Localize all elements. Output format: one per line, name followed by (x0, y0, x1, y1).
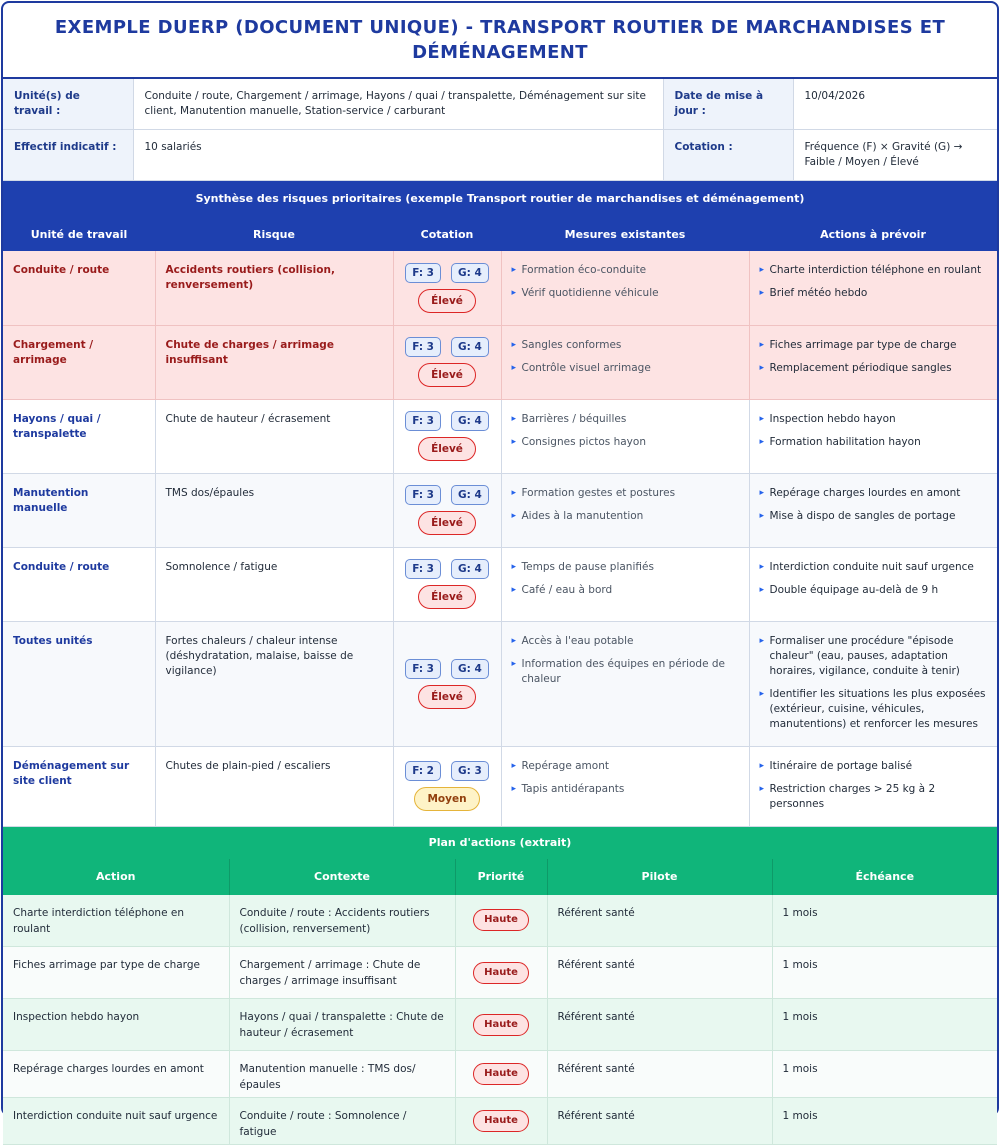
priority-badge: Haute (473, 909, 529, 931)
plan-row (3, 947, 997, 999)
frequency-badge: F: 3 (405, 559, 441, 579)
action-item: ▸ Formaliser une procédure "épisode chaleur" (eau, pauses, adaptation horaires, vigilance, conduite à tenir) (760, 634, 988, 679)
priority-badge: Haute (473, 962, 529, 984)
action-item: ▸ Interdiction conduite nuit sauf urgence (760, 560, 988, 575)
measure-item: ▸ Sangles conformes (512, 338, 739, 353)
risk-label: Accidents routiers (collision, renversement) (155, 251, 393, 325)
plan-row (3, 1098, 997, 1145)
plan-due: 1 mois (772, 1098, 997, 1145)
risk-level-badge: Élevé (418, 363, 476, 387)
gravity-badge: G: 4 (451, 485, 489, 505)
action-item: ▸ Remplacement périodique sangles (760, 361, 988, 376)
gravity-badge: G: 4 (451, 411, 489, 431)
date-label: Date de mise à jour : (663, 79, 793, 130)
plan-priority-cell (455, 1051, 547, 1098)
risk-actions (749, 621, 997, 746)
measure-item: ▸ Temps de pause planifiés (512, 560, 739, 575)
plan-header-action: Action (3, 859, 229, 895)
plan-priority-cell (455, 895, 547, 947)
measure-item: ▸ Barrières / béquilles (512, 412, 739, 427)
measure-item: ▸ Information des équipes en période de chaleur (512, 657, 739, 687)
action-plan-table (3, 859, 997, 1145)
risk-actions (749, 547, 997, 621)
risk-row (3, 746, 997, 826)
measure-item: ▸ Consignes pictos hayon (512, 435, 739, 450)
units-value: Conduite / route, Chargement / arrimage, Hayons / quai / transpalette, Déménagement sur site client, Manutention manuelle, Station-service / carburant (133, 79, 663, 130)
priority-badge: Haute (473, 1110, 529, 1132)
risks-header-measures: Mesures existantes (501, 217, 749, 251)
risk-actions (749, 746, 997, 826)
plan-action: Repérage charges lourdes en amont (3, 1051, 229, 1098)
risk-measures (501, 325, 749, 399)
risk-level-badge: Élevé (418, 685, 476, 709)
risk-unit: Chargement / arrimage (3, 325, 155, 399)
plan-context: Hayons / quai / transpalette : Chute de hauteur / écrasement (229, 999, 455, 1051)
plan-header-priority: Priorité (455, 859, 547, 895)
gravity-badge: G: 4 (451, 263, 489, 283)
frequency-badge: F: 3 (405, 485, 441, 505)
risk-unit: Manutention manuelle (3, 473, 155, 547)
gravity-badge: G: 4 (451, 659, 489, 679)
plan-priority-cell (455, 999, 547, 1051)
plan-due: 1 mois (772, 1051, 997, 1098)
plan-due: 1 mois (772, 999, 997, 1051)
measure-item: ▸ Vérif quotidienne véhicule (512, 286, 739, 301)
plan-context: Manutention manuelle : TMS dos/épaules (229, 1051, 455, 1098)
plan-action: Interdiction conduite nuit sauf urgence (3, 1098, 229, 1145)
risk-cotation (393, 621, 501, 746)
plan-context: Conduite / route : Accidents routiers (collision, renversement) (229, 895, 455, 947)
plan-pilot: Référent santé (547, 895, 772, 947)
action-item: ▸ Charte interdiction téléphone en roulant (760, 263, 988, 278)
risk-actions (749, 399, 997, 473)
risk-unit: Toutes unités (3, 621, 155, 746)
risk-unit: Déménagement sur site client (3, 746, 155, 826)
risk-actions (749, 325, 997, 399)
plan-action: Charte interdiction téléphone en roulant (3, 895, 229, 947)
action-item: ▸ Brief météo hebdo (760, 286, 988, 301)
measure-item: ▸ Contrôle visuel arrimage (512, 361, 739, 376)
risk-label: Chute de charges / arrimage insuffisant (155, 325, 393, 399)
plan-pilot: Référent santé (547, 947, 772, 999)
measure-item: ▸ Formation éco-conduite (512, 263, 739, 278)
measure-item: ▸ Repérage amont (512, 759, 739, 774)
risks-header-cotation: Cotation (393, 217, 501, 251)
plan-pilot: Référent santé (547, 999, 772, 1051)
plan-row (3, 999, 997, 1051)
action-item: ▸ Inspection hebdo hayon (760, 412, 988, 427)
risk-label: TMS dos/épaules (155, 473, 393, 547)
risk-actions (749, 251, 997, 325)
risk-row (3, 473, 997, 547)
date-value: 10/04/2026 (793, 79, 997, 130)
plan-row (3, 895, 997, 947)
risk-measures (501, 621, 749, 746)
risk-cotation (393, 399, 501, 473)
risk-actions (749, 473, 997, 547)
plan-header-row (3, 859, 997, 895)
effectif-label: Effectif indicatif : (3, 130, 133, 181)
frequency-badge: F: 2 (405, 761, 441, 781)
action-item: ▸ Identifier les situations les plus exposées (extérieur, cuisine, véhicules, manutentions) et renforcer les mesures (760, 687, 988, 732)
risk-cotation (393, 325, 501, 399)
plan-pilot: Référent santé (547, 1098, 772, 1145)
risks-header-unit: Unité de travail (3, 217, 155, 251)
cotation-value: Fréquence (F) × Gravité (G) → Faible / Moyen / Élevé (793, 130, 997, 181)
plan-priority-cell (455, 947, 547, 999)
risk-level-badge: Élevé (418, 289, 476, 313)
action-item: ▸ Repérage charges lourdes en amont (760, 486, 988, 501)
duerp-document (1, 1, 999, 1116)
risk-row (3, 399, 997, 473)
risk-measures (501, 251, 749, 325)
risk-cotation (393, 251, 501, 325)
plan-due: 1 mois (772, 947, 997, 999)
risk-row (3, 251, 997, 325)
plan-pilot: Référent santé (547, 1051, 772, 1098)
risks-header-actions: Actions à prévoir (749, 217, 997, 251)
action-item: ▸ Itinéraire de portage balisé (760, 759, 988, 774)
plan-header-pilot: Pilote (547, 859, 772, 895)
units-label: Unité(s) de travail : (3, 79, 133, 130)
effectif-value: 10 salariés (133, 130, 663, 181)
plan-row (3, 1051, 997, 1098)
measure-item: ▸ Café / eau à bord (512, 583, 739, 598)
measure-item: ▸ Formation gestes et postures (512, 486, 739, 501)
plan-header-context: Contexte (229, 859, 455, 895)
plan-context: Conduite / route : Somnolence / fatigue (229, 1098, 455, 1145)
risks-table (3, 217, 997, 827)
gravity-badge: G: 4 (451, 337, 489, 357)
risks-header-risk: Risque (155, 217, 393, 251)
gravity-badge: G: 3 (451, 761, 489, 781)
risks-section-title: Synthèse des risques prioritaires (exemple Transport routier de marchandises et déménagement) (3, 181, 997, 217)
measure-item: ▸ Accès à l'eau potable (512, 634, 739, 649)
risk-measures (501, 399, 749, 473)
risk-level-badge: Élevé (418, 585, 476, 609)
risk-level-badge: Élevé (418, 511, 476, 535)
risk-unit: Conduite / route (3, 251, 155, 325)
plan-due: 1 mois (772, 895, 997, 947)
risk-label: Chutes de plain-pied / escaliers (155, 746, 393, 826)
frequency-badge: F: 3 (405, 263, 441, 283)
risk-row (3, 547, 997, 621)
risk-row (3, 621, 997, 746)
risk-row (3, 325, 997, 399)
risk-cotation (393, 547, 501, 621)
plan-action: Fiches arrimage par type de charge (3, 947, 229, 999)
risk-measures (501, 473, 749, 547)
priority-badge: Haute (473, 1063, 529, 1085)
risk-measures (501, 547, 749, 621)
risk-measures (501, 746, 749, 826)
action-item: ▸ Fiches arrimage par type de charge (760, 338, 988, 353)
info-table (3, 79, 997, 181)
priority-badge: Haute (473, 1014, 529, 1036)
risk-label: Somnolence / fatigue (155, 547, 393, 621)
risk-cotation (393, 746, 501, 826)
risk-label: Fortes chaleurs / chaleur intense (déshydratation, malaise, baisse de vigilance) (155, 621, 393, 746)
cotation-label: Cotation : (663, 130, 793, 181)
risk-level-badge: Moyen (414, 787, 479, 811)
action-item: ▸ Formation habilitation hayon (760, 435, 988, 450)
risk-level-badge: Élevé (418, 437, 476, 461)
plan-header-due: Échéance (772, 859, 997, 895)
measure-item: ▸ Tapis antidérapants (512, 782, 739, 797)
document-title-bar (3, 3, 997, 79)
frequency-badge: F: 3 (405, 659, 441, 679)
action-item: ▸ Double équipage au-delà de 9 h (760, 583, 988, 598)
frequency-badge: F: 3 (405, 337, 441, 357)
risk-unit: Hayons / quai / transpalette (3, 399, 155, 473)
frequency-badge: F: 3 (405, 411, 441, 431)
measure-item: ▸ Aides à la manutention (512, 509, 739, 524)
plan-action: Inspection hebdo hayon (3, 999, 229, 1051)
action-item: ▸ Restriction charges > 25 kg à 2 personnes (760, 782, 988, 812)
risk-cotation (393, 473, 501, 547)
plan-context: Chargement / arrimage : Chute de charges / arrimage insuffisant (229, 947, 455, 999)
risks-header-row (3, 217, 997, 251)
gravity-badge: G: 4 (451, 559, 489, 579)
document-title: EXEMPLE DUERP (DOCUMENT UNIQUE) - TRANSPORT ROUTIER DE MARCHANDISES ET DÉMÉNAGEMENT (43, 15, 957, 65)
plan-section-title: Plan d'actions (extrait) (3, 827, 997, 859)
action-item: ▸ Mise à dispo de sangles de portage (760, 509, 988, 524)
risk-unit: Conduite / route (3, 547, 155, 621)
plan-priority-cell (455, 1098, 547, 1145)
risk-label: Chute de hauteur / écrasement (155, 399, 393, 473)
